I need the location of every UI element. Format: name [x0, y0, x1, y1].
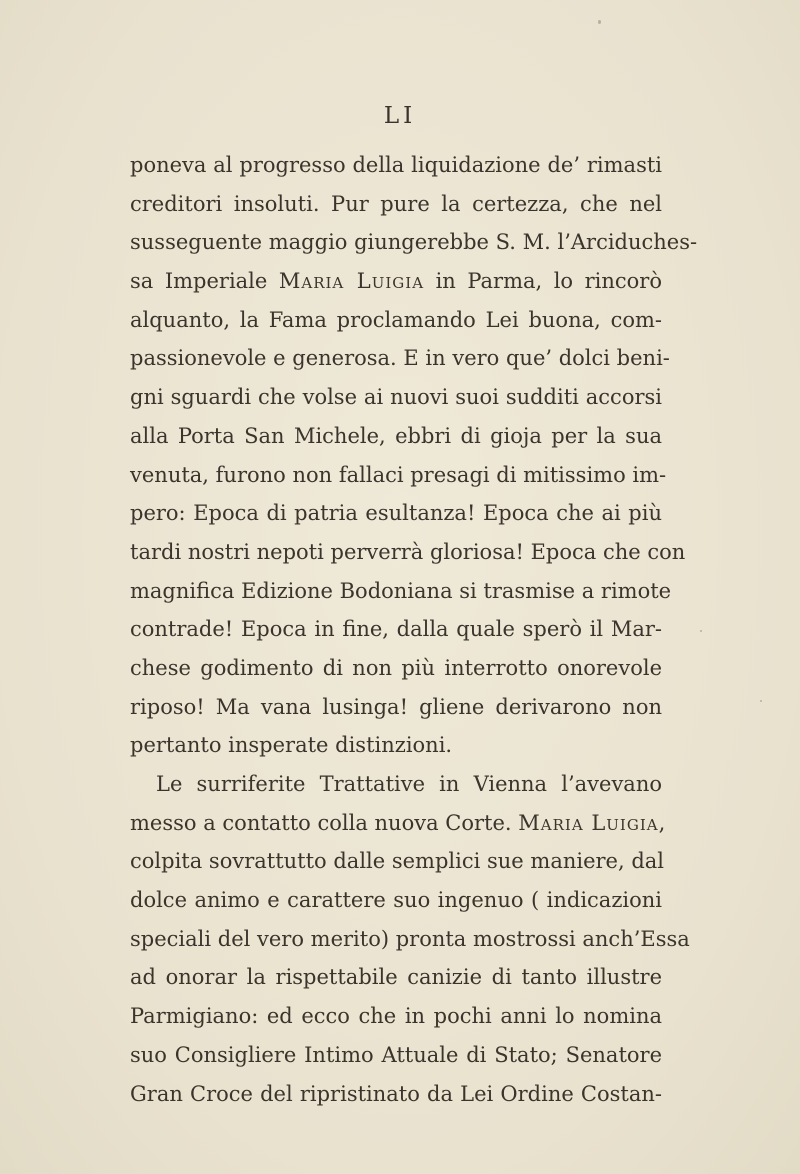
- text-line: magnifica Edizione Bodoniana si trasmise a rimote: [130, 578, 672, 603]
- text-line: suo Consigliere Intimo Attuale di Stato; Senatore: [130, 1042, 662, 1067]
- text-line: Parmigiano: ed ecco che in pochi anni lo nomina: [130, 1004, 662, 1029]
- paragraph-start-line: Le surriferite Trattative in Vienna l’avevano: [156, 772, 662, 796]
- paper-speck: [700, 630, 702, 632]
- text-line: alla Porta San Michele, ebbri di gioja per la sua: [130, 423, 662, 448]
- paper-speck: [760, 700, 762, 702]
- text-run: in Parma, lo rincorò: [435, 269, 662, 294]
- paper-speck: [598, 20, 601, 24]
- text-line: riposo! Ma vana lusinga! gliene derivarono non: [130, 694, 662, 719]
- text-line: ad onorar la rispettabile canizie di tanto illustre: [130, 965, 662, 990]
- text-line: Gran Croce del ripristinato da Lei Ordine Costan-: [130, 1081, 662, 1106]
- text-line: tardi nostri nepoti perverrà gloriosa! Epoca che con: [130, 539, 686, 564]
- text-line: creditori insoluti. Pur pure la certezza, che nel: [130, 191, 662, 216]
- text-line: chese godimento di non più interrotto onorevole: [130, 655, 662, 680]
- text-line: passionevole e generosa. E in vero que’ dolci beni-: [130, 346, 670, 371]
- text-line: [130, 804, 667, 843]
- text-line: speciali del vero merito) pronta mostrossi anch’Essa: [130, 926, 690, 951]
- text-run: sa Imperiale: [130, 269, 268, 294]
- name-small-caps: Maria Luigia,: [518, 810, 667, 835]
- text-line: susseguente maggio giungerebbe S. M. l’Arciduches-: [130, 230, 698, 255]
- text-line: poneva al progresso della liquidazione de’ rimasti: [130, 153, 662, 177]
- text-line: colpita sovrattutto dalle semplici sue maniere, dal: [130, 849, 665, 874]
- name-small-caps: Maria Luigia: [278, 269, 425, 294]
- text-line: venuta, furono non fallaci presagi di mitissimo im-: [130, 462, 667, 487]
- paragraph-end-line: pertanto insperate distinzioni.: [130, 733, 453, 758]
- text-run: messo a contatto colla nuova Corte.: [130, 810, 512, 835]
- text-line: pero: Epoca di patria esultanza! Epoca che ai più: [130, 501, 662, 526]
- text-line: dolce animo e carattere suo ingenuo ( indicazioni: [130, 888, 662, 913]
- text-line: alquanto, la Fama proclamando Lei buona, com-: [130, 307, 662, 332]
- text-line: gni sguardi che volse ai nuovi suoi sudditi accorsi: [130, 385, 662, 410]
- page-number-header: LI: [383, 103, 417, 129]
- body-text: [130, 146, 698, 1113]
- text-line: [130, 262, 662, 301]
- text-line: contrade! Epoca in fine, dalla quale sperò il Mar-: [130, 617, 662, 642]
